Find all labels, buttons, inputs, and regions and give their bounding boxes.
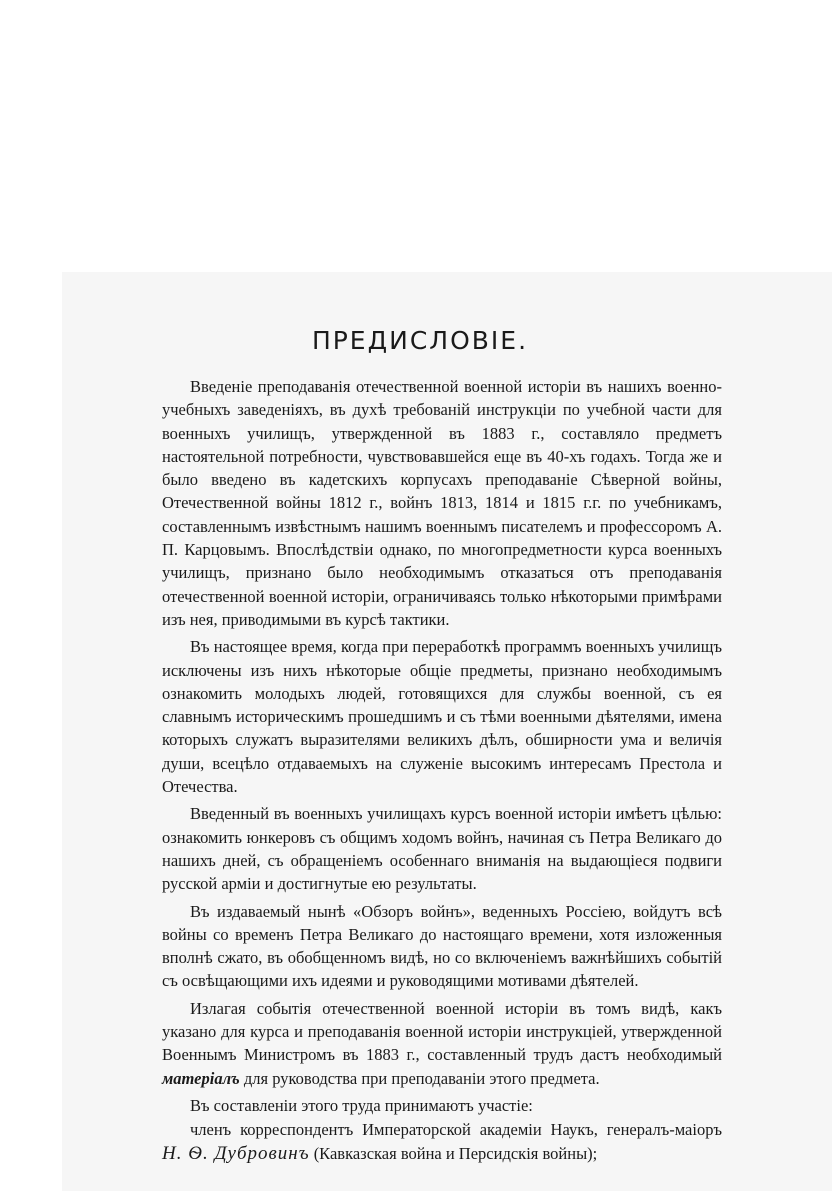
contributor-title: членъ корреспондентъ Императорской академiи Наукъ, генералъ-маiоръ [190,1120,722,1140]
contributor-name: Н. Ѳ. Дубровинъ [162,1142,310,1164]
paragraph-course-goal: Введенный въ военныхъ училищахъ курсъ военной исторiи имѣетъ цѣлью: ознакомить юнкеровъ съ общимъ ходомъ войнъ, начиная съ Петра Великаго до нашихъ дней, съ обращенiемъ особеннаго вниманiя на выдающiеся подвиги русской армiи и достигнутые ею результаты. [162,804,722,894]
paragraph-material-text-b: для руководства при преподаванiи этого предмета. [239,1068,600,1088]
paragraph-material-text-a: Излагая событiя отечественной военной исторiи въ томъ видѣ, какъ указано для курса и преподаванiя военной исторiи инструкцiей, утвержденной Военнымъ Министромъ въ 1883 г., составленный трудъ дастъ необходимый [162,998,722,1065]
contributor-topic: (Кавказская война и Персидскiя войны); [309,1143,598,1163]
paragraph-present-time: Въ настоящее время, когда при переработкѣ программъ военныхъ училищъ исключены изъ нихъ нѣкоторые общiе предметы, признано необходимымъ ознакомить молодыхъ людей, готовящихся для службы военной, съ ея славнымъ историческимъ прошедшимъ и съ тѣми военными дѣятелями, имена которыхъ служатъ выразителями великихъ дѣлъ, обширности ума и величiя души, всецѣло отдаваемыхъ на служенiе высокимъ интересамъ Престола и Отечества. [162,637,722,797]
paragraph-contributor [162,1118,722,1165]
paragraph-participants: Въ составленiи этого труда принимаютъ участiе: [190,1095,533,1115]
page-title: ПРЕДИСЛОВIЕ. [311,326,529,355]
emphasis-material: матерiалъ [162,1068,240,1088]
paragraph-introduction: Введенiе преподаванiя отечественной военной исторiи въ нашихъ военно-учебныхъ заведенiяхъ, въ духѣ требованiй инструкцiи по учебной части для военныхъ училищъ, утвержденной въ 1883 г., составляло предметъ настоятельной потребности, чувствовавшейся еще въ 40-хъ годахъ. Тогда же и было введено въ кадетскихъ корпусахъ преподаванiе Сѣверной войны, Отечественной войны 1812 г., войнъ 1813, 1814 и 1815 г.г. по учебникамъ, составленнымъ извѣстнымъ нашимъ военнымъ писателемъ и профессоромъ А. П. Карцовымъ. Впослѣдствiи однако, по многопредметности курса военныхъ училищъ, признано было необходимымъ отказаться отъ преподаванiя отечественной военной исторiи, ограничиваясь только нѣкоторыми примѣрами изъ нея, приводимыми въ курсѣ тактики. [162,377,722,629]
paragraph-material [162,997,722,1090]
paragraph-overview: Въ издаваемый нынѣ «Обзоръ войнъ», веденныхъ Россiею, войдутъ всѣ войны со временъ Петра Великаго до настоящаго времени, хотя изложенныя вполнѣ сжато, въ обобщенномъ видѣ, но со включенiемъ важнѣйшихъ событiй съ освѣщающими ихъ идеями и руководящими мотивами дѣятелей. [162,901,722,991]
body-text [162,375,722,1169]
